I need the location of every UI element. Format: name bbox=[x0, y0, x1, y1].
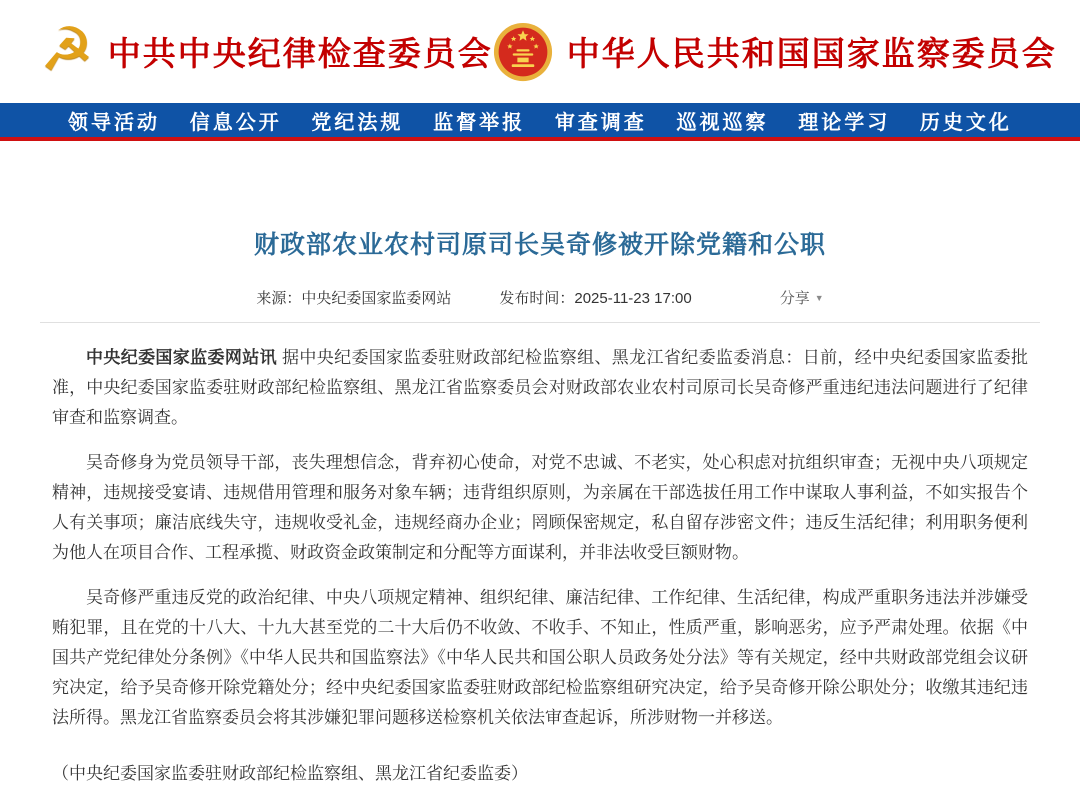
article-source: 来源：中央纪委国家监委网站 bbox=[256, 290, 452, 307]
paragraph-1-rest: 据中央纪委国家监委驻财政部纪检监察组、黑龙江省纪委监委消息：日前，经中央纪委国家监委批准，中央纪委国家监委驻财政部纪检监察组、黑龙江省监察委员会对财政部农业农村司原司长吴奇修严重违纪违法问题进行了纪律审查和监察调查。 bbox=[52, 348, 1028, 427]
party-emblem-icon: ☭ bbox=[40, 15, 94, 83]
nav-item-theory[interactable]: 理论学习 bbox=[798, 111, 891, 134]
ccdi-home-link[interactable] bbox=[40, 15, 493, 83]
nav-item-history[interactable]: 历史文化 bbox=[919, 111, 1012, 134]
nav-item-regulations[interactable]: 党纪法规 bbox=[311, 111, 404, 134]
nav-item-leadership[interactable]: 领导活动 bbox=[68, 111, 160, 134]
main-nav bbox=[0, 103, 1080, 141]
nsc-org-name: 中华人民共和国国家监察委员会 bbox=[566, 35, 1057, 72]
article-body bbox=[52, 343, 1028, 789]
share-label: 分享 bbox=[779, 290, 810, 307]
national-emblem-icon bbox=[493, 22, 553, 82]
article-main bbox=[0, 225, 1080, 789]
nav-item-report[interactable]: 监督举报 bbox=[433, 111, 526, 134]
nav-item-inspection[interactable]: 巡视巡察 bbox=[676, 111, 769, 134]
ccdi-org-name: 中共中央纪律检查委员会 bbox=[107, 35, 493, 72]
paragraph-2: 吴奇修身为党员领导干部，丧失理想信念，背弃初心使命，对党不忠诚、不老实，处心积虑对抗组织审查；无视中央八项规定精神，违规接受宴请、违规借用管理和服务对象车辆；违背组织原则，为亲属在干部选拔任用工作中谋取人事利益，不如实报告个人有关事项；廉洁底线失守，违规收受礼金，违规经商办企业；罔顾保密规定，私自留存涉密文件；违反生活纪律；利用职务便利为他人在项目合作、工程承揽、财政资金政策制定和分配等方面谋利，并非法收受巨额财物。 bbox=[52, 453, 1028, 562]
meta-divider bbox=[40, 322, 1040, 323]
chevron-down-icon: ▼ bbox=[814, 292, 824, 303]
paragraph-3: 吴奇修严重违反党的政治纪律、中央八项规定精神、组织纪律、廉洁纪律、工作纪律、生活纪律，构成严重职务违法并涉嫌受贿犯罪，且在党的十八大、十九大甚至党的二十大后仍不收敛、不收手、不知止，性质严重，影响恶劣，应予严肃处理。依据《中国共产党纪律处分条例》《中华人民共和国监察法》《中华人民共和国公职人员政务处分法》等有关规定，经中共财政部党组会议研究决定，给予吴奇修开除党籍处分；经中央纪委国家监委驻财政部纪检监察组研究决定，给予吴奇修开除公职处分；收缴其违纪违法所得。黑龙江省监察委员会将其涉嫌犯罪问题移送检察机关依法审查起诉，所涉财物一并移送。 bbox=[52, 588, 1028, 727]
article-title: 财政部农业农村司原司长吴奇修被开除党籍和公职 bbox=[253, 231, 826, 259]
site-header bbox=[0, 0, 1080, 103]
article-publish-time: 发布时间：2025-11-23 17:00 bbox=[499, 290, 692, 307]
nav-item-investigate[interactable]: 审查调查 bbox=[554, 111, 647, 134]
paragraph-1-lead: 中央纪委国家监委网站讯 bbox=[86, 348, 277, 367]
nsc-home-link[interactable] bbox=[493, 22, 1057, 82]
paragraph-1 bbox=[52, 343, 1028, 433]
article-attribution: （中央纪委国家监委驻财政部纪检监察组、黑龙江省纪委监委） bbox=[52, 764, 528, 783]
share-button[interactable] bbox=[780, 287, 824, 308]
article-meta bbox=[52, 287, 1028, 308]
nav-item-info[interactable]: 信息公开 bbox=[189, 111, 282, 134]
